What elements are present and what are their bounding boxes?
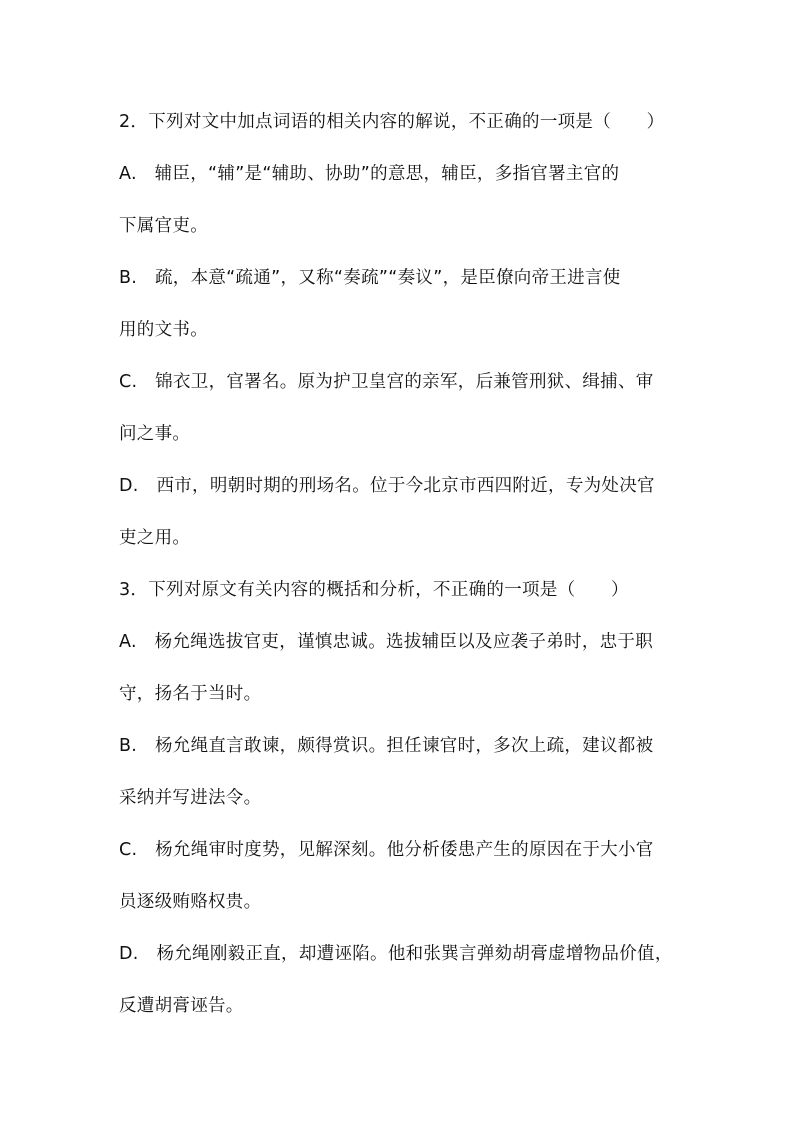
question-3-stem: 3．下列对原文有关内容的概括和分析，不正确的一项是（ ） (119, 580, 629, 600)
question-2-option-d-line-2: 吏之用。 (119, 528, 191, 548)
question-2-option-b-line-2: 用的文书。 (119, 320, 208, 340)
question-3-option-b-line-2: 采纳并写进法令。 (119, 788, 262, 808)
question-2-option-c-line-2: 问之事。 (119, 424, 191, 444)
question-3-option-d-line-1: D. 杨允绳刚毅正直，却遭诬陷。他和张巽言弹劾胡膏虚增物品价值， (119, 944, 673, 964)
question-3-option-a-line-1: A. 杨允绳选拔官吏，谨慎忠诚。选拔辅臣以及应袭子弟时，忠于职 (119, 632, 654, 652)
question-2-stem: 2．下列对文中加点词语的相关内容的解说，不正确的一项是（ ） (119, 112, 665, 132)
question-3-option-c-line-1: C. 杨允绳审时度势，见解深刻。他分析倭患产生的原因在于大小官 (119, 840, 654, 860)
question-2-option-b-line-1: B. 疏，本意“疏通”，又称“奏疏”“奏议”，是臣僚向帝王进言使 (119, 268, 621, 288)
question-2-option-d-line-1: D. 西市，明朝时期的刑场名。位于今北京市西四附近，专为处决官 (119, 476, 655, 496)
question-2-option-a-line-2: 下属官吏。 (119, 216, 208, 236)
question-2-option-a-line-1: A. 辅臣，“辅”是“辅助、协助”的意思，辅臣，多指官署主官的 (119, 164, 620, 184)
question-3-option-a-line-2: 守，扬名于当时。 (119, 684, 262, 704)
question-3-option-d-line-2: 反遭胡膏诬告。 (119, 996, 244, 1016)
question-3-option-b-line-1: B. 杨允绳直言敢谏，颇得赏识。担任谏官时，多次上疏，建议都被 (119, 736, 654, 756)
question-3-option-c-line-2: 员逐级贿赂权贵。 (119, 892, 262, 912)
question-2-option-c-line-1: C. 锦衣卫，官署名。原为护卫皇宫的亲军，后兼管刑狱、缉捕、审 (119, 372, 654, 392)
